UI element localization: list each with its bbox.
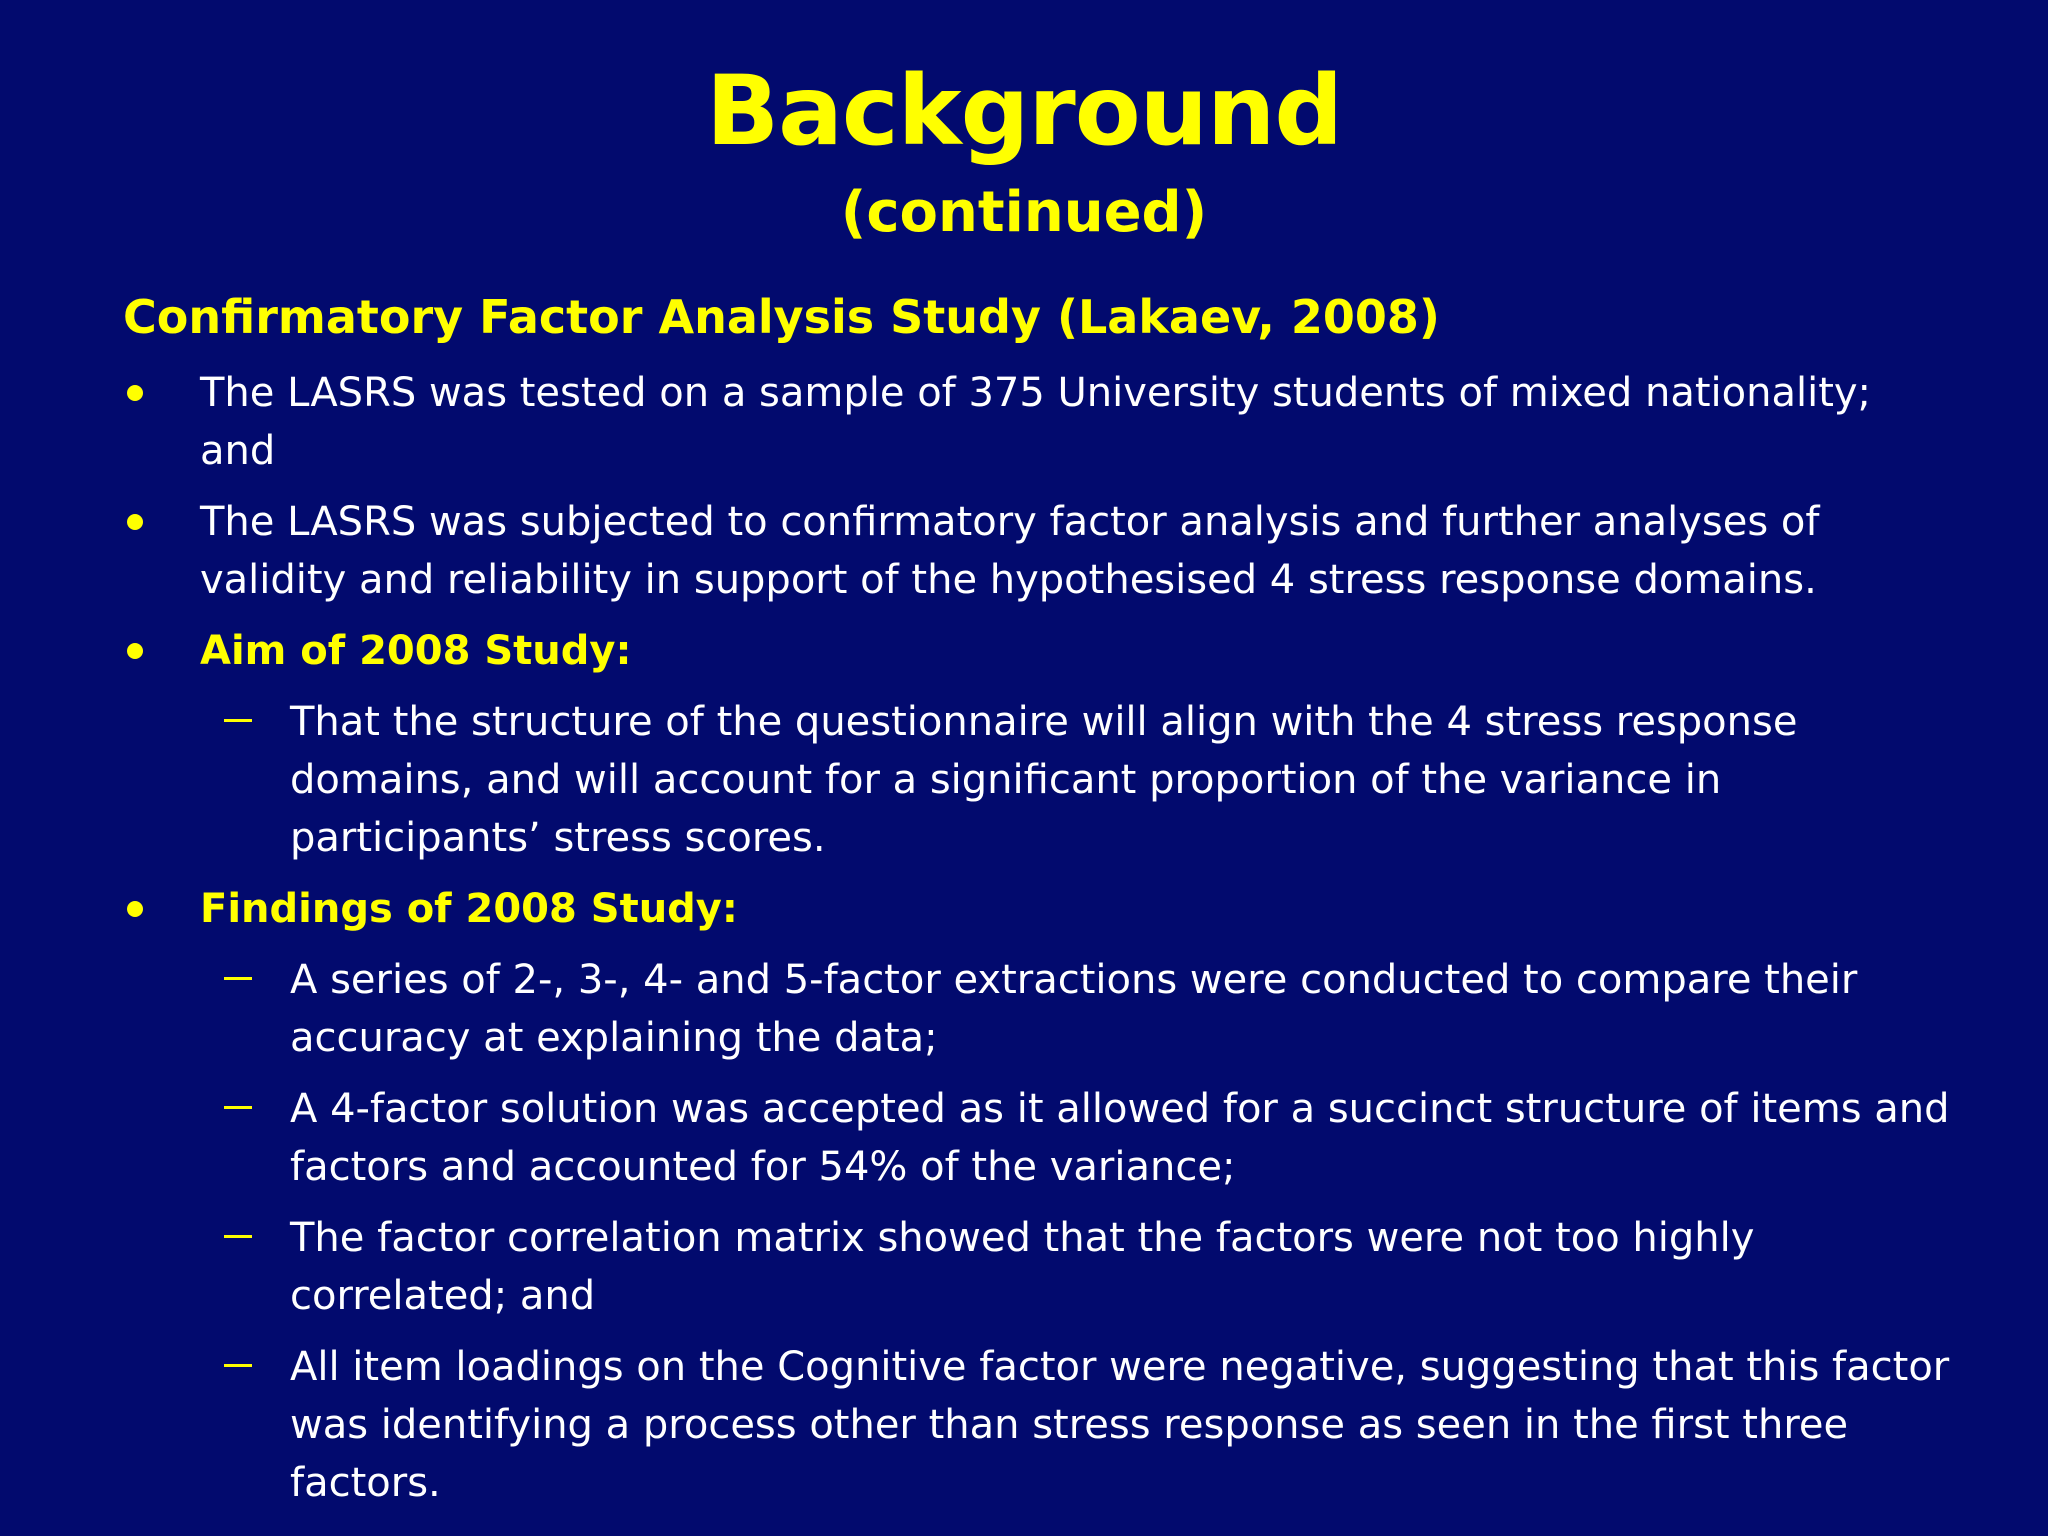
bullet-item [123, 364, 1953, 480]
aim-heading-text: Aim of 2008 Study: [200, 628, 632, 674]
finding-item [123, 1080, 1953, 1196]
finding-item-text: A 4-factor solution was accepted as it allowed for a succinct structure of items and factors and accounted for 54% of the variance; [290, 1086, 1950, 1190]
dash-icon [224, 1235, 252, 1238]
dash-icon [224, 1364, 252, 1367]
bullet-item [123, 493, 1953, 609]
bullet-dot-icon [127, 901, 143, 917]
bullet-text: The LASRS was tested on a sample of 375 University students of mixed nationality; and [200, 370, 1872, 474]
dash-icon [224, 1106, 252, 1109]
dash-icon [224, 719, 252, 722]
aim-heading [123, 622, 1953, 680]
finding-item-text: A series of 2-, 3-, 4- and 5-factor extractions were conducted to compare their accuracy at explaining the data; [290, 957, 1858, 1061]
findings-heading [123, 880, 1953, 938]
finding-item [123, 1209, 1953, 1325]
slide-title: Background [705, 55, 1343, 167]
dash-icon [224, 977, 252, 980]
slide-content [123, 364, 1953, 1525]
slide-subtitle: (continued) [840, 180, 1208, 245]
aim-item-text: That the structure of the questionnaire will align with the 4 stress response domains, and will account for a significant proportion of the variance in participants’ stress scores. [290, 699, 1798, 861]
finding-item [123, 1338, 1953, 1512]
aim-item [123, 693, 1953, 867]
finding-item [123, 951, 1953, 1067]
bullet-text: The LASRS was subjected to confirmatory factor analysis and further analyses of validity and reliability in support of the hypothesised 4 stress response domains. [200, 499, 1820, 603]
bullet-dot-icon [127, 385, 143, 401]
finding-item-text: The factor correlation matrix showed that the factors were not too highly correlated; and [290, 1215, 1755, 1319]
section-heading: Confirmatory Factor Analysis Study (Lakaev, 2008) [123, 290, 1440, 344]
finding-item-text: All item loadings on the Cognitive factor were negative, suggesting that this factor was identifying a process other than stress response as seen in the first three factors. [290, 1344, 1950, 1506]
bullet-dot-icon [127, 643, 143, 659]
findings-heading-text: Findings of 2008 Study: [200, 886, 738, 932]
bullet-dot-icon [127, 514, 143, 530]
